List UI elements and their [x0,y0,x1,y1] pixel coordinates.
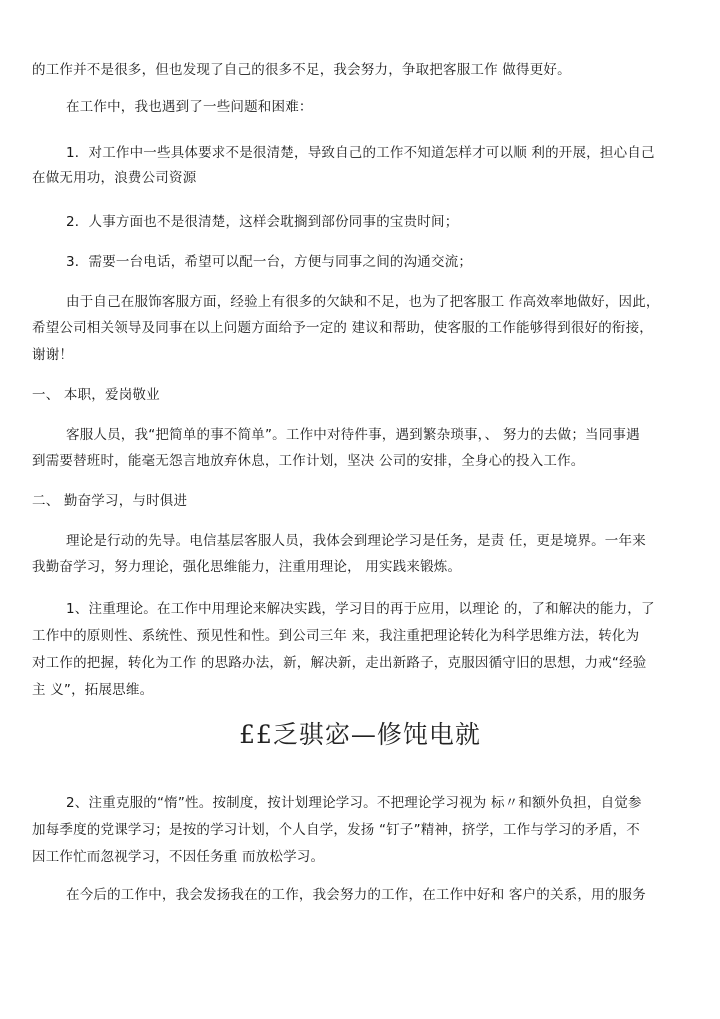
text-line-15: 我勤奋学习，努力理论，强化思维能力，注重用理论， 用实践来锻炼。 [32,559,462,575]
text-line-23: 在今后的工作中，我会发扬我在的工作，我会努力的工作，在工作中好和 客户的关系，用的服务 [66,887,646,903]
garbled-heading: ££乏骐宓—修饨电就 [239,720,481,749]
text-line-21: 加每季度的党课学习；是按的学习计划，个人自学，发扬 “钉子”精神，挤学，工作与学习的矛盾，不 [32,822,640,838]
section-heading-2: 二、 勤奋学习，与时俱进 [32,493,188,509]
section-heading-1: 一、 本职，爱岗敬业 [32,387,160,403]
text-line-18: 对工作的把握，转化为工作 的思路办法，新，解决新，走出新路子，克服因循守旧的思想，力戒“经验 [32,655,647,671]
text-line-9: 谢谢！ [32,347,74,363]
text-line-14: 理论是行动的先导。电信基层客服人员，我体会到理论学习是任务，是责 任，更是境界。一年来 [66,533,646,549]
text-line-6: 3．需要一台电话，希望可以配一台，方便与同事之间的沟通交流； [66,254,473,270]
text-line-4: 在做无用功，浪费公司资源 [32,170,197,186]
text-line-22: 因工作忙而忽视学习，不因任务重 而放松学习。 [32,849,325,865]
text-line-2: 在工作中，我也遇到了一些问题和困难： [66,99,313,115]
text-line-19: 主 义”，拓展思维。 [32,682,154,698]
text-line-1: 的工作并不是很多，但也发现了自己的很多不足，我会努力，争取把客服工作 做得更好。 [32,62,571,78]
text-line-3: 1．对工作中一些具体要求不是很清楚，导致自己的工作不知道怎样才可以顺 利的开展，担心自己 [66,145,655,161]
text-line-8: 希望公司相关领导及同事在以上问题方面给予一定的 建议和帮助，使客服的工作能够得到很好的衔接， [32,320,653,336]
text-line-11: 客服人员，我“把简单的事不简单”。工作中对待件事，遇到繁杂琐事，、 努力的去做；当同事遇 [66,427,640,443]
text-line-7: 由于自己在服饰客服方面，经验上有很多的欠缺和不足，也为了把客服工 作高效率地做好，因此， [66,294,660,310]
text-line-17: 工作中的原则性、系统性、预见性和性。到公司三年 来，我注重把理论转化为科学思维方法，转化为 [32,628,640,644]
text-line-5: 2．人事方面也不是很清楚，这样会耽搁到部份同事的宝贵时间； [66,214,459,230]
text-line-16: 1、注重理论。在工作中用理论来解决实践，学习目的再于应用，以理论 的，了和解决的能力，了 [66,601,655,617]
text-line-20: 2、注重克服的“惰”性。按制度，按计划理论学习。不把理论学习视为 标〃和额外负担，自觉参 [66,795,642,811]
text-line-12: 到需要替班时，能毫无怨言地放弃休息，工作计划，坚决 公司的安排，全身心的投入工作。 [32,453,585,469]
